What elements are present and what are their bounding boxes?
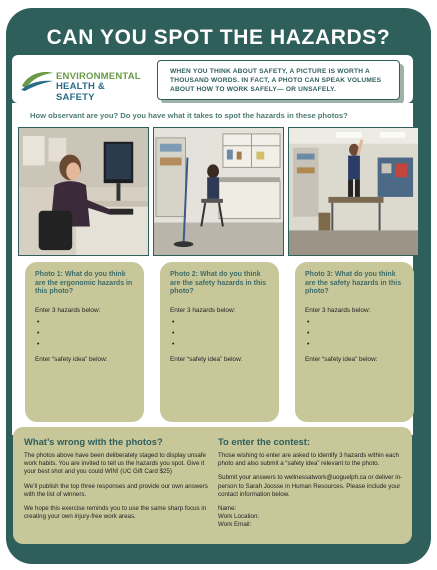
- hazard-bullet[interactable]: [35, 339, 136, 350]
- card-safety-label: Enter “safety idea” below:: [170, 355, 243, 363]
- contest-section: [218, 436, 408, 530]
- hazard-bullet-list: [305, 317, 406, 350]
- section-heading: What’s wrong with the photos?: [24, 436, 163, 447]
- hazard-bullet[interactable]: [35, 328, 136, 339]
- card-enter-label: Enter 3 hazards below:: [305, 306, 371, 314]
- ceiling-reach-photo: [289, 128, 418, 255]
- leaf-swoosh-icon: [20, 70, 54, 92]
- card-enter-label: Enter 3 hazards below:: [170, 306, 236, 314]
- photo-3: [288, 127, 419, 256]
- hazard-bullet[interactable]: [305, 317, 406, 328]
- card-safety-label: Enter “safety idea” below:: [35, 355, 108, 363]
- page-title: CAN YOU SPOT THE HAZARDS?: [46, 26, 391, 49]
- card-title: Photo 1: What do you think are the ergonomic hazards in this photo?: [35, 271, 133, 296]
- paragraph: Those wishing to enter are asked to identify 3 hazards within each photo and also submit a “safety idea” relevant to the photo.: [218, 452, 399, 468]
- card-title: Photo 2: What do you think are the safety hazards in this photo?: [170, 271, 267, 296]
- hazard-bullet-list: [35, 317, 136, 350]
- card-enter-label: Enter 3 hazards below:: [35, 306, 101, 314]
- paragraph: The photos above have been deliberately staged to display unsafe work habits. You are invited to tell us the hazards you spot. Give it your best shot and you could WIN! (UC Gift Card $25): [24, 452, 206, 476]
- photo-3-card: [295, 262, 414, 422]
- email-field-label: Work Email:: [218, 521, 252, 529]
- whats-wrong-section: [24, 436, 214, 527]
- hazard-bullet[interactable]: [170, 317, 271, 328]
- ehs-logo: [20, 69, 145, 103]
- card-safety-label: Enter “safety idea” below:: [305, 355, 378, 363]
- lab-stool-photo: [154, 128, 283, 255]
- hazard-bullet[interactable]: [170, 339, 271, 350]
- logo-line-1: ENVIRONMENTAL: [56, 71, 141, 82]
- hazard-bullet[interactable]: [305, 339, 406, 350]
- hazard-bullet[interactable]: [305, 328, 406, 339]
- paragraph: We’ll publish the top three responses and provide our own answers with the list of winners.: [24, 482, 208, 498]
- photo-2: [153, 127, 284, 256]
- hazard-bullet[interactable]: [35, 317, 136, 328]
- paragraph: We hope this exercise reminds you to use the same sharp focus in creating your own injury-free work areas.: [24, 505, 207, 521]
- photo-1-card: [25, 262, 144, 422]
- question-text: How observant are you? Do you have what it takes to spot the hazards in these photos?: [30, 111, 348, 120]
- card-title: Photo 3: What do you think are the safety hazards in this photo?: [305, 271, 402, 296]
- office-desk-photo: [19, 128, 148, 255]
- section-heading: To enter the contest:: [218, 436, 311, 447]
- photo-1: [18, 127, 149, 256]
- paragraph: Submit your answers to wellnessatwork@uoguelph.ca or deliver in-person to Sarah Joosse in Human Resources. Please include your contact information below.: [218, 474, 403, 498]
- location-field-label: Work Location:: [218, 513, 260, 521]
- intro-callout: WHEN YOU THINK ABOUT SAFETY, A PICTURE IS WORTH A THOUSAND WORDS. IN FACT, A PHOTO CAN SPEAK VOLUMES ABOUT HOW TO WORK SAFELY— OR UNSAFELY.: [157, 60, 400, 100]
- hazard-bullet[interactable]: [170, 328, 271, 339]
- logo-line-2: HEALTH & SAFETY: [56, 81, 105, 103]
- photo-2-card: [160, 262, 279, 422]
- name-field-label: Name:: [218, 505, 237, 513]
- hazard-bullet-list: [170, 317, 271, 350]
